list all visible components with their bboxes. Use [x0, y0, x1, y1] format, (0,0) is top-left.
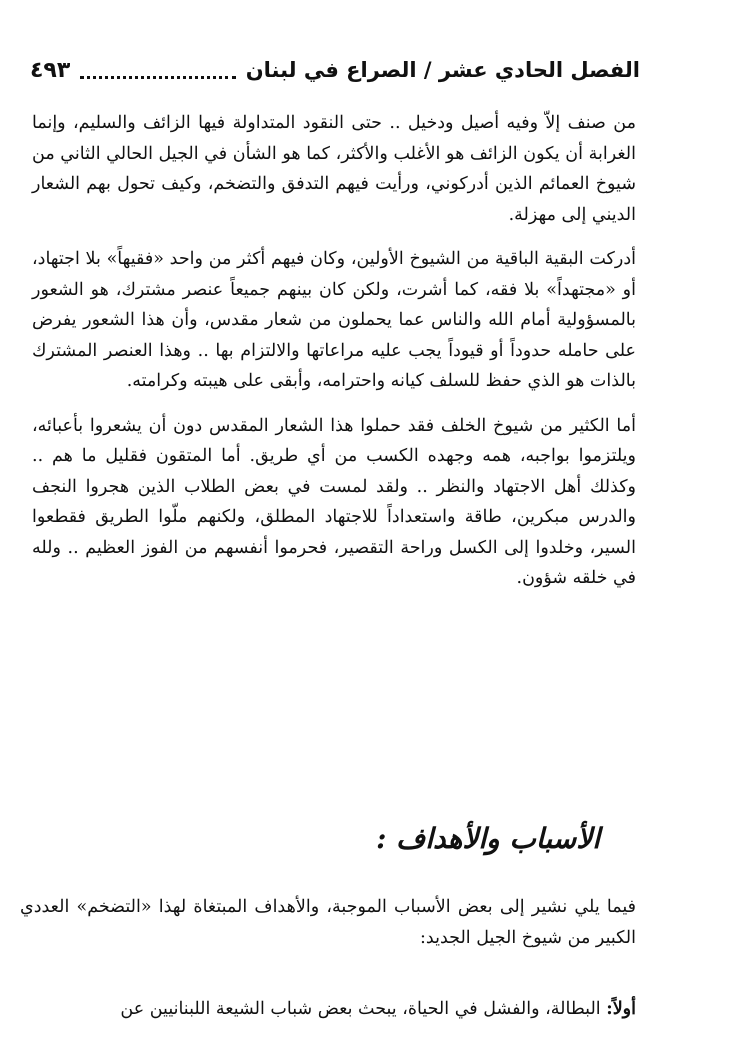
section-intro — [20, 892, 636, 953]
paragraph-2: أدركت البقية الباقية من الشيوخ الأولين، وكان فيهم أكثر من واحد «فقيهاً» بلا اجتهاد، أو «مجتهداً» بلا فقه، كما أشرت، ولكن كان بينهم جميعاً عنصر مشترك، هو الشعور بالمسؤولية أمام الله والناس عما يحملون من شعار مقدس، وأن هذا الشعور يفرض على حامله حدوداً أو قيوداً يجب عليه مراعاتها والالتزام بها .. وهذا العنصر المشترك بالذات هو الذي حفظ للسلف كيانه واحترامه، وأبقى على هيبته وكرامته. — [32, 249, 636, 391]
body-text — [32, 108, 636, 594]
paragraph-3: أما الكثير من شيوخ الخلف فقد حملوا هذا الشعار المقدس دون أن يشعروا بأعبائه، ويلتزموا بواجبه، همه وجهده الكسب من أي طريق. أما المتقون فقليل ما هم .. وكذلك أهل الاجتهاد والنظر .. ولقد لمست في بعض الطلاب الذين هجروا النجف والدرس مبكرين، طاقة واستعداداً للاجتهاد المطلق، ولكنهم ملّوا الطريق فقطعوا السير، وخلدوا إلى الكسل وراحة التقصير، فحرموا أنفسهم من الفوز العظيم .. ولله في خلقه شؤون. — [32, 415, 636, 588]
first-point-body: البطالة، والفشل في الحياة، يبحث بعض شباب الشيعة اللبنانيين عن — [120, 999, 607, 1019]
first-point-lead: أولاً: — [606, 999, 636, 1019]
page-number: ٤٩٣ — [30, 57, 71, 83]
first-point-text — [20, 994, 636, 1025]
first-point — [20, 994, 636, 1025]
section-intro-text: فيما يلي نشير إلى بعض الأسباب الموجبة، والأهداف المبتغاة لهذا «التضخم» العددي الكبير من شيوخ الجيل الجديد: — [20, 897, 636, 948]
header-dot-leader — [80, 62, 235, 79]
running-header — [30, 52, 640, 88]
paragraph-1: من صنف إلاّ وفيه أصيل ودخيل .. حتى النقود المتداولة فيها الزائف والسليم، وإنما الغرابة أن يكون الزائف هو الأغلب والأكثر، كما هو الشأن في الجيل الحالي الثاني من شيوخ العمائم الذين أدركوني، ورأيت فيهم التدفق والتضخم، وكيف تحول بهم الشعار الديني إلى مهزلة. — [32, 113, 636, 225]
chapter-title: الفصل الحادي عشر / الصراع في لبنان — [245, 58, 640, 82]
section-heading: الأسباب والأهداف : — [376, 822, 600, 855]
